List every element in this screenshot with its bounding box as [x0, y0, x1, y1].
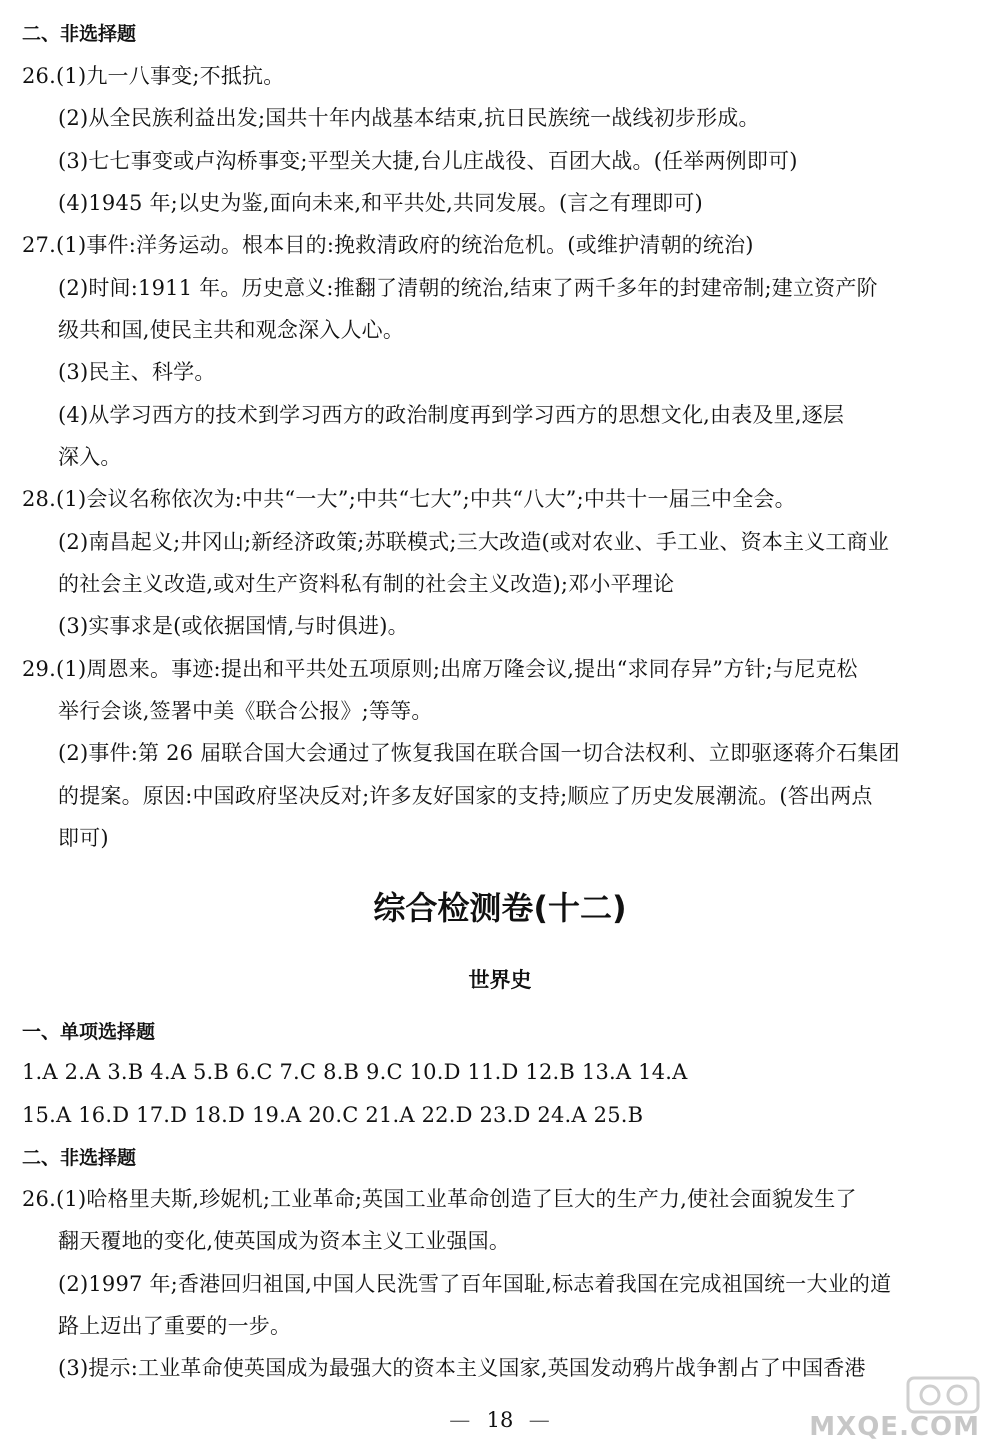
answer-line: (4)从学习西方的技术到学习西方的政治制度再到学习西方的思想文化,由表及里,逐层: [58, 403, 845, 427]
answer-line: 27.(1)事件:洋务运动。根本目的:挽救清政府的统治危机。(或维护清朝的统治): [22, 233, 754, 257]
answer-line: 即可): [58, 826, 109, 850]
answer-line: (2)南昌起义;井冈山;新经济政策;苏联模式;三大改造(或对农业、手工业、资本主义工商业: [58, 530, 890, 554]
answer-line: 29.(1)周恩来。事迹:提出和平共处五项原则;出席万隆会议,提出“求同存异”方针;与尼克松: [22, 657, 858, 681]
watermark-text: MXQE.COM: [809, 1412, 980, 1442]
answer-line: (2)从全民族利益出发;国共十年内战基本结束,抗日民族统一战线初步形成。: [58, 106, 760, 130]
exam-title: 综合检测卷(十二): [373, 889, 627, 927]
answer-line: (2)时间:1911 年。历史意义:推翻了清朝的统治,结束了两千多年的封建帝制;建立资产阶: [58, 276, 878, 300]
answer-line: (3)七七事变或卢沟桥事变;平型关大捷,台儿庄战役、百团大战。(任举两例即可): [58, 149, 798, 173]
watermark-logo: [790, 1372, 990, 1448]
answer-line: 的提案。原因:中国政府坚决反对;许多友好国家的支持;顺应了历史发展潮流。(答出两点: [58, 784, 873, 808]
answer-line: 26.(1)九一八事变;不抵抗。: [22, 64, 285, 88]
answer-line: (2)1997 年;香港回归祖国,中国人民洗雪了百年国耻,标志着我国在完成祖国统一大业的道: [58, 1272, 892, 1296]
answer-line: (2)事件:第 26 届联合国大会通过了恢复我国在联合国一切合法权利、立即驱逐蒋介石集团: [58, 741, 900, 765]
answer-line: 举行会谈,签署中美《联合公报》;等等。: [58, 699, 433, 723]
answer-line: (4)1945 年;以史为鉴,面向未来,和平共处,共同发展。(言之有理即可): [58, 191, 703, 215]
answer-line: 翻天覆地的变化,使英国成为资本主义工业强国。: [58, 1229, 511, 1253]
exam-subtitle: 世界史: [468, 968, 532, 992]
section-heading-nonchoice-1: 二、非选择题: [22, 23, 137, 45]
answer-line: 级共和国,使民主共和观念深入人心。: [58, 318, 405, 342]
answer-line: 路上迈出了重要的一步。: [58, 1314, 292, 1338]
answer-line: 26.(1)哈格里夫斯,珍妮机;工业革命;英国工业革命创造了巨大的生产力,使社会面貌发生了: [22, 1187, 857, 1211]
answer-line: 28.(1)会议名称依次为:中共“一大”;中共“七大”;中共“八大”;中共十一届三中全会。: [22, 487, 796, 511]
answer-line: (3)实事求是(或依据国情,与时俱进)。: [58, 614, 409, 638]
section-heading-single-choice: 一、单项选择题: [22, 1021, 156, 1043]
answer-line: (3)民主、科学。: [58, 360, 216, 384]
section-heading-nonchoice-2: 二、非选择题: [22, 1147, 137, 1169]
answer-line: 的社会主义改造,或对生产资料私有制的社会主义改造);邓小平理论: [58, 572, 675, 596]
answer-key-row: 1.A 2.A 3.B 4.A 5.B 6.C 7.C 8.B 9.C 10.D 11.D 12.B 13.A 14.A: [22, 1060, 688, 1084]
answer-line: 深入。: [58, 445, 122, 469]
answer-line: (3)提示:工业革命使英国成为最强大的资本主义国家,英国发动鸦片战争割占了中国香港: [58, 1356, 866, 1380]
page-number-value: 18: [486, 1408, 514, 1432]
answer-key-row: 15.A 16.D 17.D 18.D 19.A 20.C 21.A 22.D 23.D 24.A 25.B: [22, 1103, 644, 1127]
page-number: — 18 —: [449, 1408, 551, 1432]
